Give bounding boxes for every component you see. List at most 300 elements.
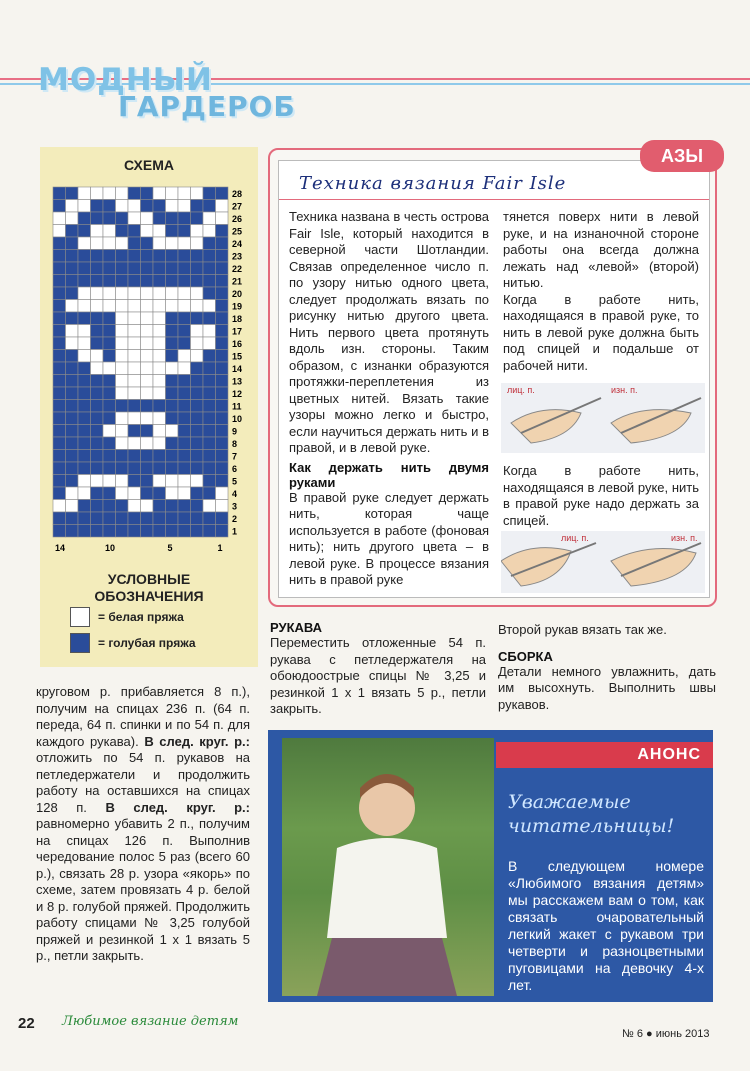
row-number: 9: [232, 426, 238, 437]
chart-cell: [216, 450, 229, 463]
chart-cell: [153, 312, 166, 325]
fair-isle-col2-text2: Когда в работе нить, находящаяся в правой руке, то нить в левой руке должна быть под спицей и подальше от рабочей нити.: [503, 291, 699, 373]
chart-cell: [128, 262, 141, 275]
chart-cell: [216, 425, 229, 438]
chart-cell: [66, 275, 79, 288]
row-number: 26: [232, 214, 243, 224]
chart-cell: [203, 300, 216, 313]
chart-cell: [103, 200, 116, 213]
chart-cell: [128, 350, 141, 363]
chart-cell: [78, 500, 91, 513]
chart-cell: [103, 375, 116, 388]
chart-cell: [116, 475, 129, 488]
chart-cell: [203, 400, 216, 413]
chart-cell: [166, 212, 179, 225]
chart-cell: [141, 487, 154, 500]
chart-cell: [216, 225, 229, 238]
chart-cell: [116, 225, 129, 238]
chart-cell: [78, 362, 91, 375]
row-number: 8: [232, 439, 238, 449]
chart-cell: [153, 475, 166, 488]
row-number: 18: [232, 314, 243, 324]
chart-cell: [166, 225, 179, 238]
chart-cell: [141, 337, 154, 350]
chart-cell: [78, 200, 91, 213]
chart-cell: [153, 337, 166, 350]
chart-cell: [216, 275, 229, 288]
chart-cell: [166, 287, 179, 300]
row-number: 24: [232, 239, 243, 249]
chart-cell: [191, 325, 204, 338]
legend-white-label: = белая пряжа: [98, 610, 184, 624]
chart-cell: [216, 512, 229, 525]
chart-cell: [91, 462, 104, 475]
header-title-line1: МОДНЫЙ: [38, 62, 213, 98]
chart-cell: [216, 187, 229, 200]
chart-cell: [216, 237, 229, 250]
chart-cell: [116, 400, 129, 413]
chart-cell: [103, 387, 116, 400]
assembly-section: [498, 622, 716, 713]
chart-cell: [91, 300, 104, 313]
row-number: 25: [232, 226, 243, 237]
chart-cell: [178, 412, 191, 425]
chart-cell: [153, 425, 166, 438]
chart-cell: [53, 362, 66, 375]
chart-cell: [128, 475, 141, 488]
chart-cell: [141, 262, 154, 275]
row-number: 27: [232, 201, 243, 212]
chart-cell: [128, 250, 141, 263]
chart-cell: [216, 487, 229, 500]
illustration-2: [501, 531, 705, 593]
chart-cell: [103, 337, 116, 350]
chart-cell: [203, 425, 216, 438]
chart-cell: [66, 512, 79, 525]
chart-cell: [66, 475, 79, 488]
chart-cell: [178, 500, 191, 513]
child-photo: [282, 738, 494, 996]
knitting-chart: [40, 177, 258, 597]
chart-cell: [128, 387, 141, 400]
chart-cell: [116, 250, 129, 263]
chart-cell: [66, 450, 79, 463]
chart-cell: [128, 500, 141, 513]
chart-cell: [128, 300, 141, 313]
chart-cell: [203, 287, 216, 300]
chart-cell: [191, 375, 204, 388]
chart-cell: [128, 437, 141, 450]
chart-cell: [116, 350, 129, 363]
chart-cell: [191, 262, 204, 275]
chart-cell: [53, 212, 66, 225]
chart-cell: [78, 287, 91, 300]
chart-cell: [178, 425, 191, 438]
row-number: 1: [232, 526, 238, 537]
chart-cell: [216, 475, 229, 488]
chart-cell: [166, 312, 179, 325]
chart-cell: [141, 437, 154, 450]
left-text-p1: круговом р. прибавляется 8 п.), получим на спицах 236 п. (64 п. переда, 64 п. спинки и по 54 п. для каждого рукава).: [36, 684, 250, 749]
chart-cell: [128, 375, 141, 388]
chart-cell: [53, 500, 66, 513]
chart-cell: [216, 350, 229, 363]
chart-cell: [91, 262, 104, 275]
chart-cell: [216, 400, 229, 413]
chart-cell: [141, 525, 154, 538]
chart-cell: [78, 425, 91, 438]
legend-title-2: ОБОЗНАЧЕНИЯ: [94, 588, 204, 604]
chart-cell: [66, 337, 79, 350]
chart-cell: [78, 475, 91, 488]
chart-cell: [53, 462, 66, 475]
chart-cell: [141, 312, 154, 325]
fair-isle-subhead: Как держать нить двумя руками: [289, 459, 489, 490]
chart-cell: [166, 525, 179, 538]
chart-cell: [166, 337, 179, 350]
schema-title: СХЕМА: [123, 157, 175, 173]
legend-white: [70, 607, 184, 627]
chart-cell: [191, 187, 204, 200]
chart-cell: [103, 462, 116, 475]
chart-cell: [116, 237, 129, 250]
chart-cell: [116, 187, 129, 200]
chart-cell: [216, 212, 229, 225]
chart-cell: [116, 462, 129, 475]
row-number: 16: [232, 339, 243, 349]
chart-cell: [91, 425, 104, 438]
chart-cell: [141, 387, 154, 400]
chart-cell: [153, 450, 166, 463]
chart-cell: [216, 312, 229, 325]
chart-cell: [203, 387, 216, 400]
chart-cell: [53, 425, 66, 438]
chart-cell: [91, 187, 104, 200]
chart-cell: [78, 212, 91, 225]
chart-cell: [53, 450, 66, 463]
legend-blue: [70, 633, 196, 653]
chart-cell: [78, 312, 91, 325]
chart-cell: [103, 487, 116, 500]
chart-cell: [141, 200, 154, 213]
anons-text: В следующем номере «Любимого вязания детям» мы расскажем вам о том, как связать очаровательный легкий жакет с рукавом три четверти и разноцветными пуговицами на девочку 4-х лет.: [508, 858, 704, 993]
chart-cell: [203, 212, 216, 225]
chart-cell: [216, 287, 229, 300]
chart-cell: [116, 425, 129, 438]
chart-cell: [141, 362, 154, 375]
chart-cell: [153, 500, 166, 513]
row-number: 21: [232, 276, 243, 287]
chart-cell: [66, 250, 79, 263]
chart-cell: [203, 225, 216, 238]
chart-cell: [53, 250, 66, 263]
chart-cell: [216, 375, 229, 388]
row-number: 7: [232, 451, 238, 462]
chart-cell: [166, 187, 179, 200]
white-swatch: [70, 607, 90, 627]
chart-cell: [128, 312, 141, 325]
chart-cell: [203, 412, 216, 425]
chart-cell: [91, 350, 104, 363]
chart-cell: [216, 525, 229, 538]
row-number: 28: [232, 189, 243, 199]
chart-cell: [191, 200, 204, 213]
knitting-chart-panel: [40, 147, 258, 667]
chart-cell: [166, 487, 179, 500]
chart-cell: [128, 412, 141, 425]
chart-cell: [66, 375, 79, 388]
col-number: 14: [55, 543, 66, 553]
chart-cell: [178, 300, 191, 313]
chart-cell: [191, 412, 204, 425]
illustration-1-label-izn: изн. п.: [611, 385, 638, 395]
chart-cell: [216, 200, 229, 213]
chart-cell: [91, 200, 104, 213]
chart-cell: [166, 437, 179, 450]
col-number: 10: [105, 543, 116, 553]
chart-cell: [91, 437, 104, 450]
chart-cell: [203, 462, 216, 475]
legend-title: [40, 571, 258, 605]
chart-cell: [128, 450, 141, 463]
chart-cell: [191, 300, 204, 313]
chart-cell: [116, 275, 129, 288]
chart-cell: [216, 300, 229, 313]
fair-isle-box: [268, 148, 717, 607]
chart-cell: [216, 437, 229, 450]
chart-cell: [141, 512, 154, 525]
chart-cell: [91, 325, 104, 338]
chart-cell: [66, 350, 79, 363]
chart-cell: [53, 337, 66, 350]
chart-cell: [91, 450, 104, 463]
chart-cell: [78, 300, 91, 313]
chart-cell: [116, 300, 129, 313]
chart-cell: [66, 300, 79, 313]
chart-cell: [116, 512, 129, 525]
row-number: 19: [232, 301, 243, 312]
chart-cell: [103, 250, 116, 263]
knitting-hands-icon-2: [501, 531, 705, 593]
chart-cell: [141, 212, 154, 225]
chart-cell: [53, 325, 66, 338]
chart-cell: [203, 500, 216, 513]
chart-cell: [128, 187, 141, 200]
chart-cell: [116, 200, 129, 213]
fair-isle-col1-text2: В правой руке следует держать нить, которая чаще используется в работе (фоновая нить); нить другого цвета – в левой руке. В процессе вязания нить в правой руке: [289, 489, 489, 587]
chart-cell: [141, 500, 154, 513]
row-number: 22: [232, 264, 243, 274]
row-number: 4: [232, 489, 238, 499]
sleeves-text: Переместить отложенные 54 п. рукава с петледержателя на обоюдоострые спицы № 3,25 и резинкой 1 х 1 вязать 5 р., петли закрыть.: [270, 635, 486, 716]
row-number: 13: [232, 376, 243, 387]
chart-cell: [178, 437, 191, 450]
chart-cell: [166, 425, 179, 438]
chart-cell: [66, 325, 79, 338]
chart-cell: [141, 412, 154, 425]
chart-cell: [216, 325, 229, 338]
chart-cell: [203, 262, 216, 275]
chart-cell: [166, 512, 179, 525]
chart-cell: [203, 337, 216, 350]
chart-cell: [78, 187, 91, 200]
chart-cell: [166, 362, 179, 375]
azy-tag: АЗЫ: [640, 140, 724, 172]
chart-cell: [166, 462, 179, 475]
legend-title-1: УСЛОВНЫЕ: [107, 571, 191, 587]
sleeves-section: [270, 620, 486, 718]
assembly-title: СБОРКА: [498, 648, 553, 664]
chart-cell: [191, 450, 204, 463]
left-text-p3: равномерно убавить 2 п., получим на спицах 126 п. Выполнив чередование полос 5 раз (всего 60 р.), связать 28 р. узора «якорь» по схеме, затем провязать 4 р. белой и 8 р. голубой пряжей. Продолжить работу спицами № 3,25 голубой пряжей и резинкой 1 х 1 вязать 5 р., петли закрыть.: [36, 816, 250, 963]
chart-cell: [66, 525, 79, 538]
chart-cell: [153, 362, 166, 375]
row-number: 20: [232, 289, 243, 299]
chart-cell: [203, 237, 216, 250]
chart-cell: [91, 212, 104, 225]
chart-cell: [153, 300, 166, 313]
chart-cell: [178, 512, 191, 525]
chart-cell: [116, 412, 129, 425]
chart-cell: [141, 287, 154, 300]
illustration-2-label-lic: лиц. п.: [561, 533, 589, 543]
chart-cell: [78, 437, 91, 450]
chart-cell: [66, 237, 79, 250]
chart-cell: [66, 400, 79, 413]
chart-cell: [66, 487, 79, 500]
chart-cell: [153, 525, 166, 538]
chart-cell: [178, 250, 191, 263]
chart-cell: [191, 387, 204, 400]
chart-cell: [53, 487, 66, 500]
chart-cell: [178, 325, 191, 338]
chart-cell: [103, 325, 116, 338]
chart-cell: [153, 400, 166, 413]
chart-cell: [153, 250, 166, 263]
chart-cell: [203, 250, 216, 263]
chart-cell: [53, 437, 66, 450]
fair-isle-col2-text: тянется поверх нити в левой руке, и на изнаночной стороне работы она всегда должна лежать над «левой» (второй) нитью.: [503, 209, 699, 290]
chart-cell: [53, 287, 66, 300]
chart-cell: [103, 187, 116, 200]
chart-cell: [178, 275, 191, 288]
row-number: 23: [232, 251, 243, 262]
chart-cell: [216, 412, 229, 425]
chart-cell: [178, 337, 191, 350]
chart-cell: [116, 437, 129, 450]
legend-blue-label: = голубая пряжа: [98, 636, 196, 650]
chart-cell: [91, 337, 104, 350]
chart-cell: [191, 400, 204, 413]
chart-cell: [128, 275, 141, 288]
chart-cell: [91, 500, 104, 513]
chart-cell: [141, 400, 154, 413]
chart-cell: [128, 337, 141, 350]
chart-cell: [178, 475, 191, 488]
chart-cell: [78, 225, 91, 238]
chart-cell: [153, 275, 166, 288]
chart-cell: [166, 325, 179, 338]
chart-cell: [166, 412, 179, 425]
row-number: 6: [232, 464, 238, 474]
chart-cell: [178, 487, 191, 500]
chart-cell: [103, 212, 116, 225]
chart-cell: [153, 325, 166, 338]
chart-cell: [128, 525, 141, 538]
chart-cell: [141, 450, 154, 463]
chart-cell: [103, 512, 116, 525]
chart-cell: [66, 200, 79, 213]
chart-cell: [178, 462, 191, 475]
chart-cell: [91, 312, 104, 325]
chart-cell: [128, 362, 141, 375]
chart-cell: [66, 500, 79, 513]
chart-cell: [116, 325, 129, 338]
chart-cell: [53, 275, 66, 288]
chart-cell: [191, 362, 204, 375]
chart-cell: [166, 400, 179, 413]
chart-cell: [166, 475, 179, 488]
chart-cell: [128, 225, 141, 238]
chart-cell: [91, 525, 104, 538]
chart-cell: [103, 287, 116, 300]
chart-cell: [78, 325, 91, 338]
chart-cell: [166, 300, 179, 313]
chart-cell: [91, 387, 104, 400]
chart-cell: [116, 212, 129, 225]
fair-isle-col1-text: Техника названа в честь острова Fair Isle, который находится в северной части Шотландии. Связав определенное число п. по узору нитью одного цвета, следует продолжать вязать по рисунку нитью другого цвета. Нить первого цвета протянуть вдоль изн. стороны. Таким образом, с изнанки образуются протяжки-переплетения из цветных нитей. Вязать такие узоры можно легко и быстро, если научиться держать нить и в правой, и в левой руке.: [289, 209, 489, 455]
chart-cell: [153, 187, 166, 200]
chart-cell: [166, 262, 179, 275]
chart-cell: [91, 275, 104, 288]
chart-cell: [178, 237, 191, 250]
chart-cell: [178, 312, 191, 325]
chart-cell: [191, 525, 204, 538]
chart-cell: [78, 512, 91, 525]
chart-cell: [191, 312, 204, 325]
chart-cell: [141, 187, 154, 200]
chart-cell: [66, 437, 79, 450]
chart-cell: [103, 475, 116, 488]
anons-label: АНОНС: [496, 742, 713, 768]
chart-cell: [141, 300, 154, 313]
chart-cell: [103, 350, 116, 363]
chart-cell: [116, 362, 129, 375]
chart-cell: [66, 225, 79, 238]
chart-cell: [91, 362, 104, 375]
chart-cell: [153, 350, 166, 363]
chart-cell: [153, 375, 166, 388]
chart-cell: [191, 512, 204, 525]
chart-cell: [53, 512, 66, 525]
chart-cell: [191, 487, 204, 500]
chart-cell: [116, 487, 129, 500]
chart-cell: [216, 250, 229, 263]
chart-cell: [66, 412, 79, 425]
chart-cell: [166, 450, 179, 463]
chart-cell: [53, 350, 66, 363]
row-number: 3: [232, 501, 238, 512]
row-number: 15: [232, 351, 243, 362]
chart-cell: [116, 287, 129, 300]
chart-cell: [103, 237, 116, 250]
chart-cell: [53, 412, 66, 425]
chart-cell: [153, 437, 166, 450]
chart-cell: [66, 187, 79, 200]
chart-cell: [178, 187, 191, 200]
chart-cell: [78, 337, 91, 350]
chart-cell: [91, 375, 104, 388]
